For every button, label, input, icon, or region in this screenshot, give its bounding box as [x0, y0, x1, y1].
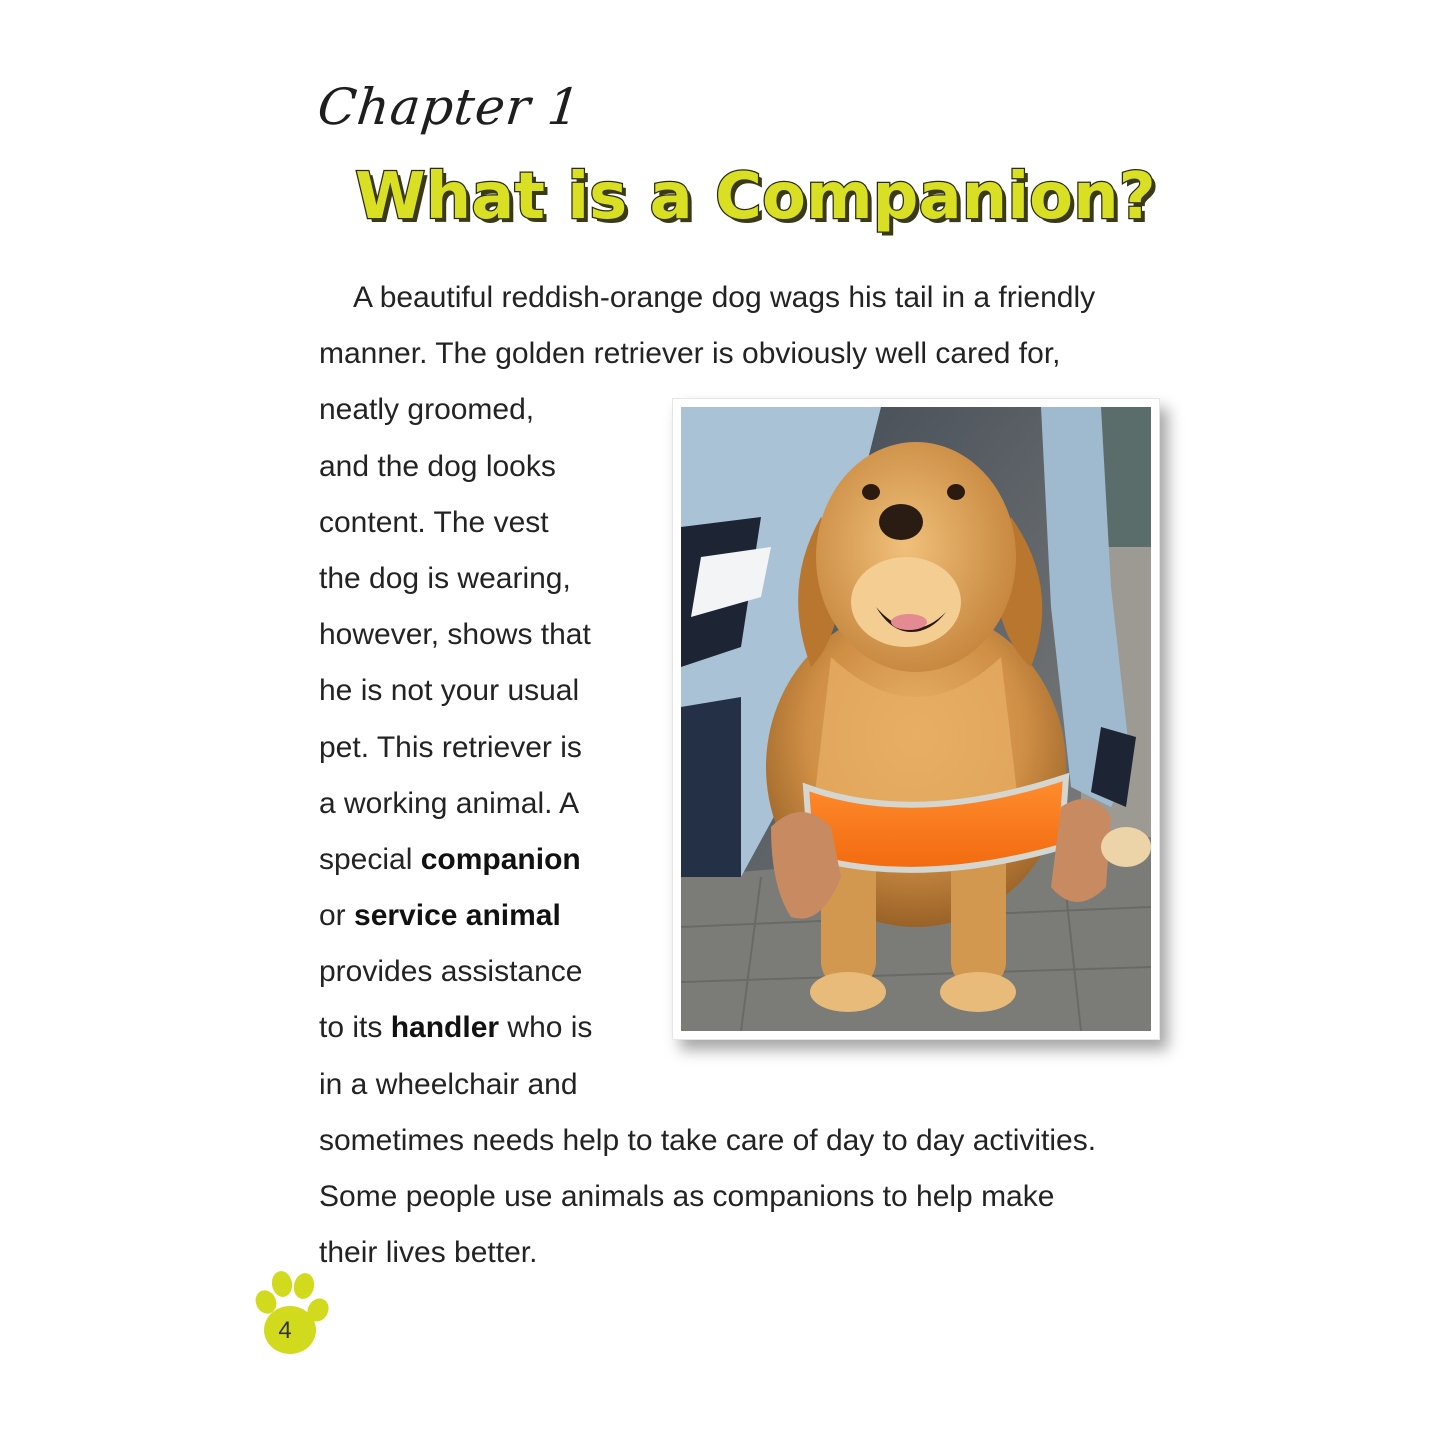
text-line: manner. The golden retriever is obviously well cared for, [319, 337, 1061, 371]
text-line: provides assistance [319, 955, 583, 989]
text-line: he is not your usual [319, 674, 580, 708]
text-line: in a wheelchair and [319, 1067, 578, 1101]
glossary-term-companion: companion [420, 842, 581, 876]
text-line: to its handler who is [319, 1011, 593, 1045]
text-line: the dog is wearing, [319, 561, 571, 595]
text-line: a working animal. A [319, 786, 580, 820]
text-line: however, shows that [319, 618, 591, 652]
chapter-label: Chapter 1 [314, 78, 584, 136]
text-line: special companion [319, 842, 581, 876]
glossary-term-service-animal: service animal [354, 899, 561, 933]
dog-illustration [681, 407, 1151, 1031]
text-line: Some people use animals as companions to help make [319, 1180, 1055, 1213]
page-number: 4 [278, 1317, 292, 1344]
text-line: or service animal [319, 899, 561, 933]
photo-frame [672, 398, 1160, 1040]
text-line: neatly groomed, [319, 393, 535, 427]
text-line: sometimes needs help to take care of day to day activities. [319, 1123, 1097, 1157]
glossary-term-handler: handler [390, 1011, 500, 1045]
chapter-title: What is a Companion? [355, 160, 1156, 234]
text-line: pet. This retriever is [319, 730, 582, 764]
text-line: content. The vest [319, 505, 549, 539]
text-line: and the dog looks [319, 449, 556, 483]
text-line: A beautiful reddish-orange dog wags his tail in a friendly [353, 281, 1096, 314]
text-line: their lives better. [319, 1236, 538, 1270]
dog-photo [681, 407, 1151, 1031]
